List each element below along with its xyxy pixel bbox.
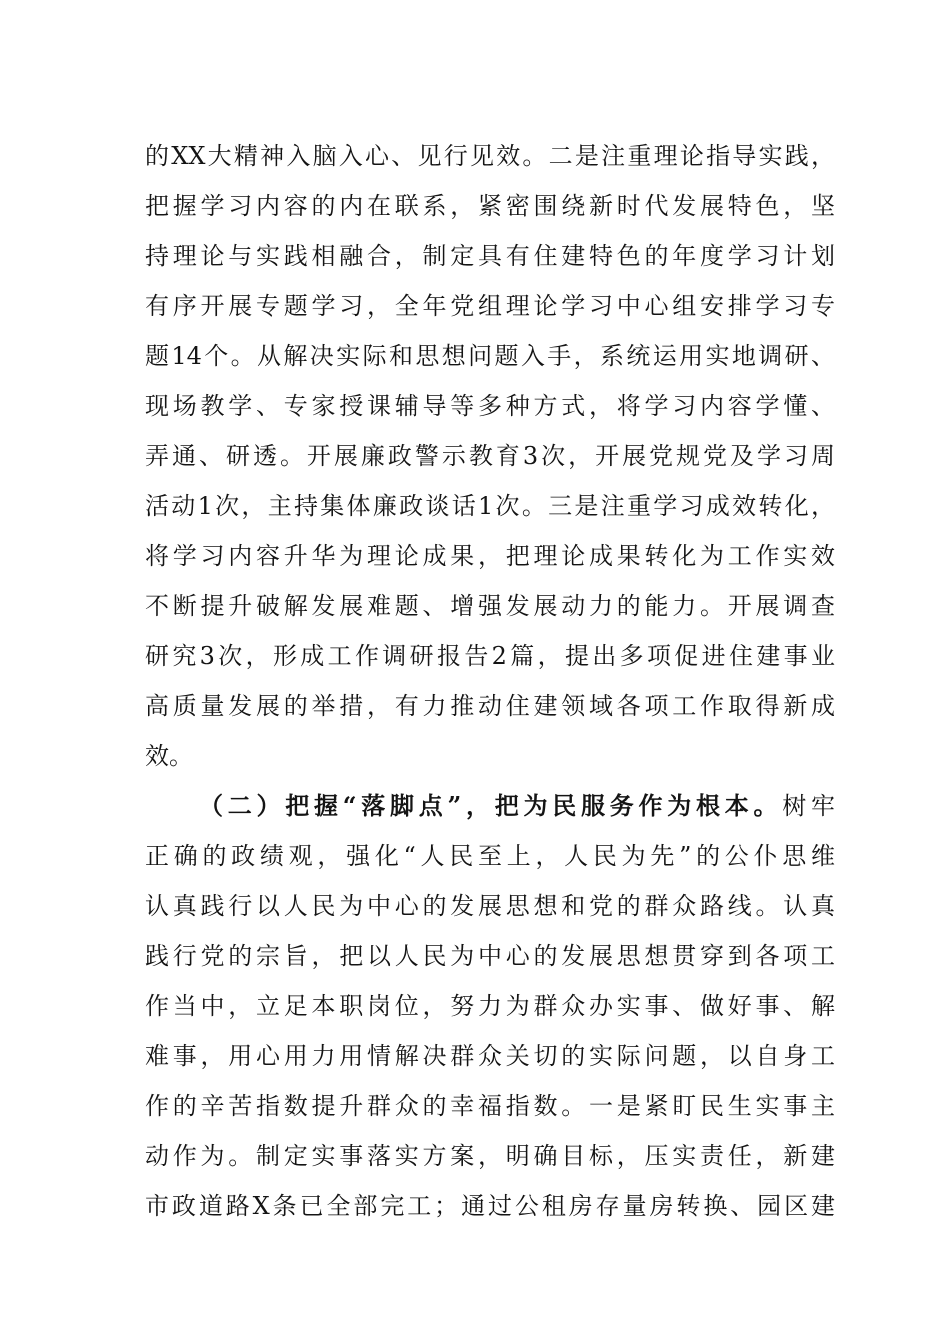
paragraph-1-line-6: 现场教学、专家授课辅导等多种方式，将学习内容学懂、 — [145, 392, 835, 420]
paragraph-2-line-7: 作的辛苦指数提升群众的幸福指数。一是紧盯民生实事主 — [145, 1092, 835, 1120]
section-heading: （二）把握“落脚点”，把为民服务作为根本。 — [199, 791, 783, 820]
paragraph-1-line-4: 有序开展专题学习，全年党组理论学习中心组安排学习专 — [145, 292, 835, 320]
paragraph-2-line-3: 认真践行以人民为中心的发展思想和党的群众路线。认真 — [145, 892, 835, 920]
paragraph-1-line-9: 将学习内容升华为理论成果，把理论成果转化为工作实效 — [145, 542, 835, 570]
document-body — [145, 131, 835, 1231]
paragraph-1-line-13: 效。 — [145, 742, 193, 770]
paragraph-1-line-11: 研究3次，形成工作调研报告2篇，提出多项促进住建事业 — [145, 642, 835, 670]
paragraph-1-line-7: 弄通、研透。开展廉政警示教育3次，开展党规党及学习周 — [145, 442, 835, 470]
paragraph-1-line-10: 不断提升破解发展难题、增强发展动力的能力。开展调查 — [145, 592, 835, 620]
paragraph-2-line-4: 践行党的宗旨，把以人民为中心的发展思想贯穿到各项工 — [145, 942, 835, 970]
paragraph-1-line-12: 高质量发展的举措，有力推动住建领域各项工作取得新成 — [145, 692, 835, 720]
paragraph-2-line-8: 动作为。制定实事落实方案，明确目标，压实责任，新建 — [145, 1142, 835, 1170]
paragraph-1-line-8: 活动1次，主持集体廉政谈话1次。三是注重学习成效转化， — [145, 492, 835, 520]
paragraph-2-line-5: 作当中，立足本职岗位，努力为群众办实事、做好事、解 — [145, 992, 835, 1020]
paragraph-2-line-1-rest: 树牢 — [782, 792, 835, 820]
paragraph-2-line-2: 正确的政绩观，强化“人民至上，人民为先”的公仆思维 — [145, 842, 835, 870]
paragraph-1-line-2: 把握学习内容的内在联系，紧密围绕新时代发展特色，坚 — [145, 192, 835, 220]
paragraph-2-line-1 — [145, 781, 835, 831]
paragraph-1-line-5: 题14个。从解决实际和思想问题入手，系统运用实地调研、 — [145, 342, 835, 370]
paragraph-1-line-1: 的XX大精神入脑入心、见行见效。二是注重理论指导实践， — [145, 142, 835, 170]
paragraph-2-line-6: 难事，用心用力用情解决群众关切的实际问题，以自身工 — [145, 1042, 835, 1070]
paragraph-1-line-3: 持理论与实践相融合，制定具有住建特色的年度学习计划 — [145, 242, 835, 270]
paragraph-2-line-9: 市政道路X条已全部完工；通过公租房存量房转换、园区建 — [145, 1192, 835, 1220]
